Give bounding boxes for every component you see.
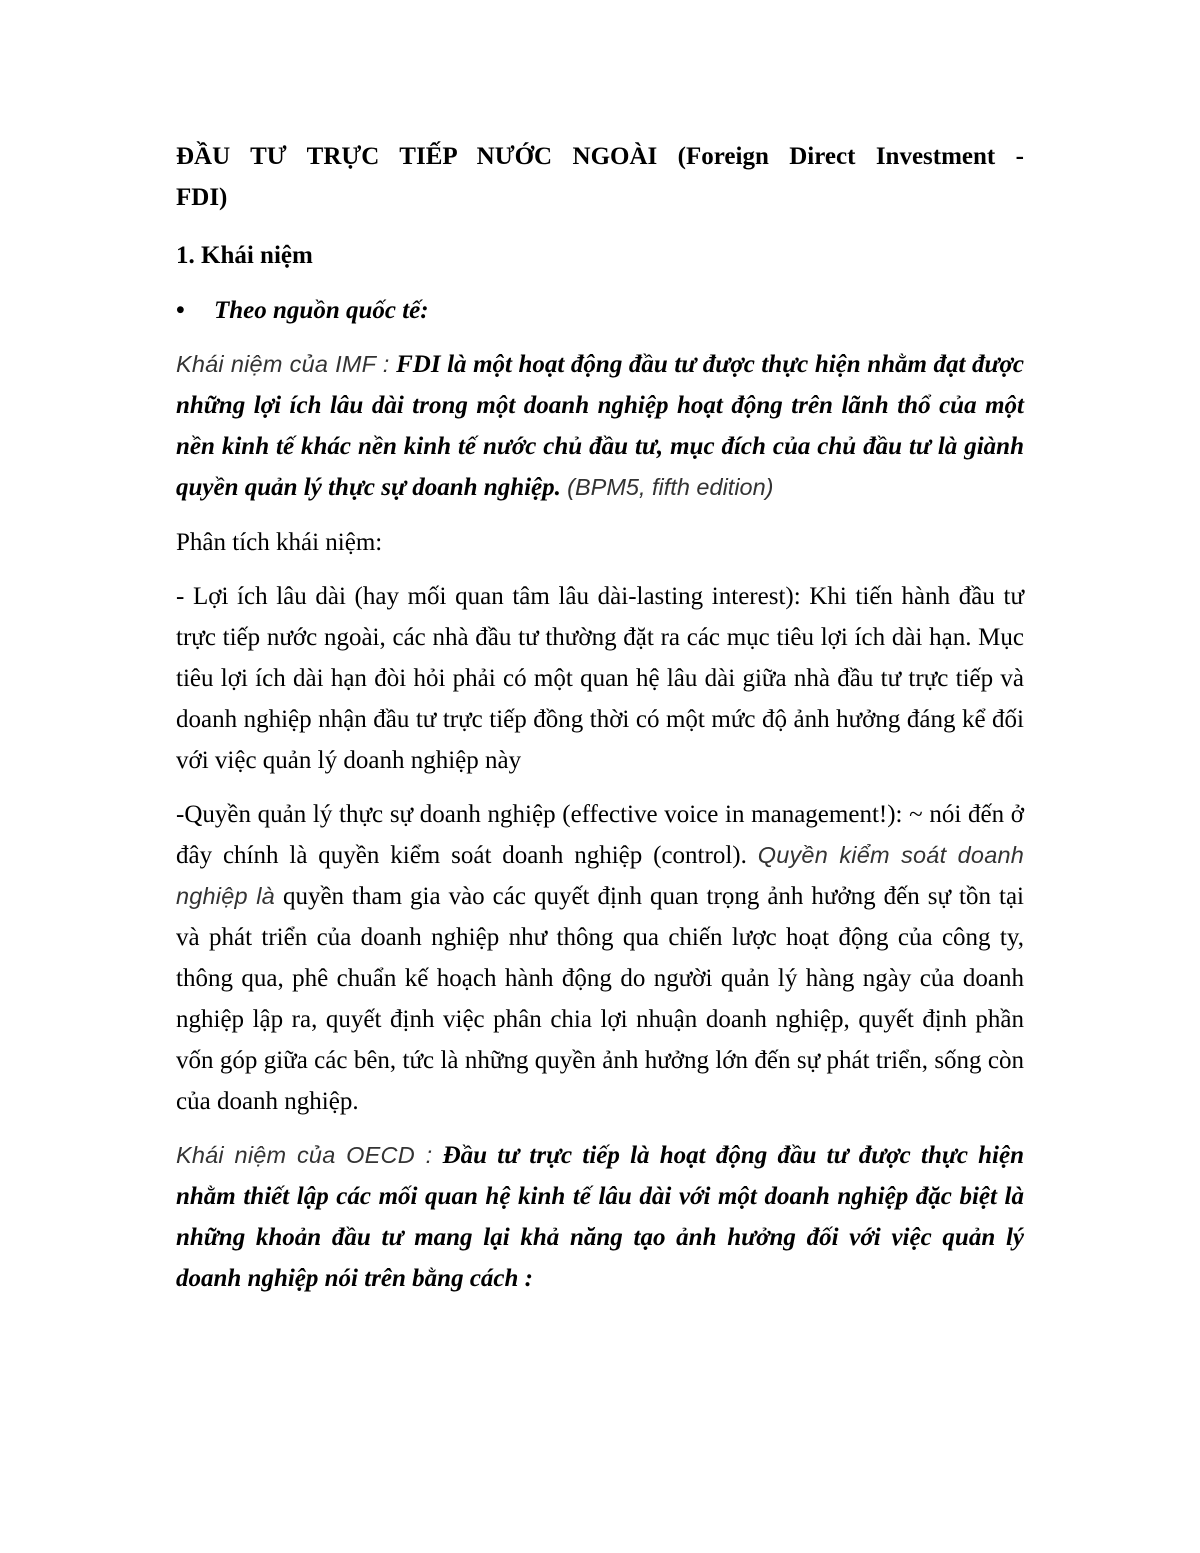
oecd-definition: Đầu tư trực tiếp là hoạt động đầu tư được thực hiện nhằm thiết lập các mối quan hệ kinh tế lâu dài với một doanh nghiệp đặc biệt là những khoản đầu tư mang lại khả năng tạo ảnh hưởng đối với việc quản lý doanh nghiệp nói trên bằng cách :	[176, 1142, 1024, 1292]
imf-citation: (BPM5, fifth edition)	[567, 474, 774, 500]
bullet-item	[176, 290, 1024, 331]
analysis-point-effective-voice	[176, 794, 1024, 1122]
bullet-heading: Theo nguồn quốc tế:	[214, 297, 429, 324]
point2-intro: -Quyền quản lý thực sự doanh nghiệp (effective voice in management!): ~ nói đến ở đây chính là quyền kiểm soát doanh nghiệp (control).	[176, 801, 1024, 869]
oecd-label: Khái niệm của OECD :	[176, 1142, 433, 1168]
title-line-2: FDI)	[176, 184, 228, 211]
analysis-point-lasting-interest: - Lợi ích lâu dài (hay mối quan tâm lâu dài-lasting interest): Khi tiến hành đầu tư trực tiếp nước ngoài, các nhà đầu tư thường đặt ra các mục tiêu lợi ích dài hạn. Mục tiêu lợi ích dài hạn đòi hỏi phải có một quan hệ lâu dài giữa nhà đầu tư trực tiếp và doanh nghiệp nhận đầu tư trực tiếp đồng thời có một mức độ ảnh hưởng đáng kể đối với việc quản lý doanh nghiệp này	[176, 583, 1024, 774]
document-title	[176, 136, 1024, 218]
imf-label: Khái niệm của IMF :	[176, 351, 390, 377]
section-heading: 1. Khái niệm	[176, 242, 313, 269]
oecd-definition-paragraph	[176, 1135, 1024, 1299]
bullet-icon: •	[176, 297, 185, 324]
analysis-heading: Phân tích khái niệm:	[176, 529, 383, 556]
point2-rest: quyền tham gia vào các quyết định quan trọng ảnh hưởng đến sự tồn tại và phát triển của doanh nghiệp như thông qua chiến lược hoạt động của công ty, thông qua, phê chuẩn kế hoạch hành động do người quản lý hàng ngày của doanh nghiệp lập ra, quyết định việc phân chia lợi nhuận doanh nghiệp, quyết định phần vốn góp giữa các bên, tức là những quyền ảnh hưởng lớn đến sự phát triển, sống còn của doanh nghiệp.	[176, 883, 1024, 1115]
imf-definition-paragraph	[176, 344, 1024, 508]
imf-definition: FDI là một hoạt động đầu tư được thực hiện nhằm đạt được những lợi ích lâu dài trong một doanh nghiệp hoạt động trên lãnh thổ của một nền kinh tế khác nền kinh tế nước chủ đầu tư, mục đích của chủ đầu tư là giành quyền quản lý thực sự doanh nghiệp.	[176, 351, 1024, 501]
title-line-1: ĐẦU TƯ TRỰC TIẾP NƯỚC NGOÀI (Foreign Direct Investment -	[176, 143, 1024, 170]
document-page	[176, 136, 1024, 1299]
point2-italic-term: Quyền kiểm soát doanh nghiệp là	[176, 842, 1025, 909]
